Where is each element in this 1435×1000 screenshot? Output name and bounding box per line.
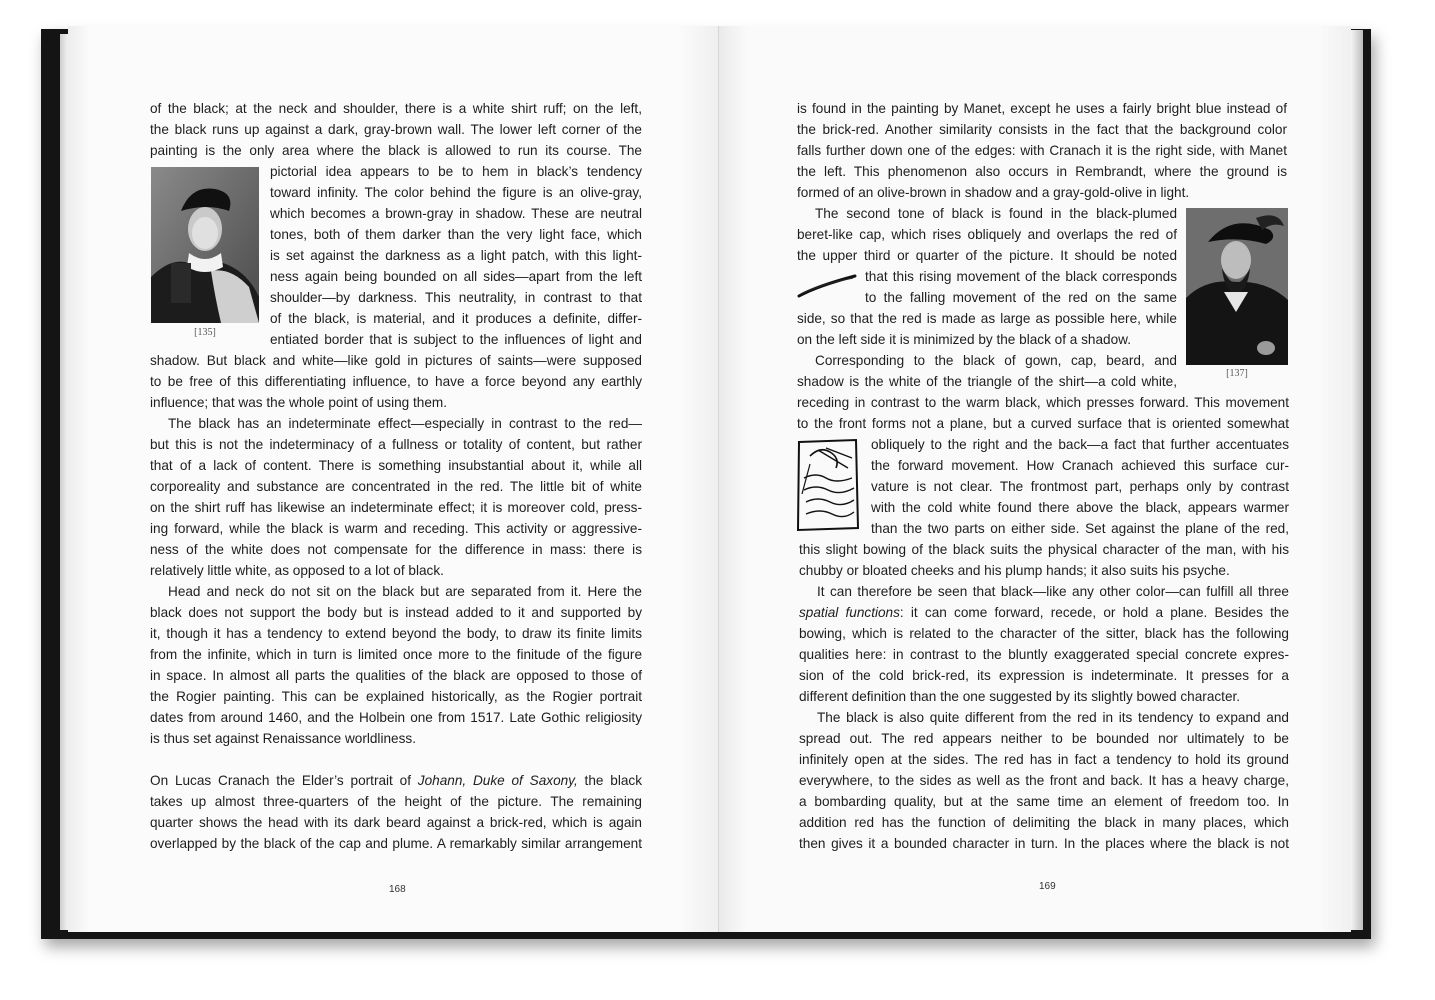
text-line: side, so that the red is made as large as possible here, while	[797, 311, 1177, 326]
text-line: than the two parts on either side. Set against the plane of the red,	[871, 521, 1289, 536]
right-page	[719, 26, 1351, 932]
text-line: overlapped by the black of the cap and plume. A remarkably similar arrangement	[150, 836, 642, 851]
text-line: the black runs up against a dark, gray-brown wall. The lower left corner of the	[150, 122, 642, 137]
text-line-spatial: spatial functions: it can come forward, recede, or hold a plane. Besides the	[799, 605, 1290, 620]
left-text-bottom	[150, 350, 642, 854]
right-text-fig	[797, 203, 1177, 266]
text-line: Corresponding to the black of gown, cap, beard, and	[815, 353, 1177, 368]
text-line: dates from around 1460, and the Holbein one from 1517. Late Gothic religiosity	[150, 710, 642, 725]
text-line: ing forward, while the black is warm and receding. This activity or aggressive-	[150, 521, 642, 536]
text-line: qualities here: in contrast to the bluntly exaggerated special concrete expres-	[799, 647, 1289, 662]
page-edge-left	[60, 34, 68, 930]
text-line: then gives it a bounded character in turn. In the places where the black is not	[799, 836, 1289, 851]
text-line: on the shirt ruff has likewise an indeterminate effect; it is moreover cold, press-	[150, 500, 642, 515]
right-text-box	[871, 434, 1289, 539]
text-line: from the infinite, which in turn is limited once more to the finitude of the figure	[150, 647, 642, 662]
text-line: the Rogier painting. This can be explained historically, as the Rogier portrait	[150, 689, 642, 704]
text-line: is found in the painting by Manet, except he uses a fairly bright blue instead of	[797, 101, 1287, 116]
text-line: shoulder—by darkness. This neutrality, in contrast to that	[270, 290, 642, 305]
text-line: The black has an indeterminate effect—especially in contrast to the red—	[168, 416, 642, 431]
text-line: vature is not clear. The frontmost part, perhaps only by contrast	[871, 479, 1289, 494]
right-text-bottom	[799, 539, 1289, 854]
text-line: addition red has the function of delimiting the black in many places, which	[799, 815, 1289, 830]
text-line: is thus set against Renaissance worldliness.	[150, 731, 416, 746]
text-line: to the front forms not a plane, but a curved surface that is oriented somewhat	[797, 416, 1289, 431]
text-line: formed of an olive-brown in shadow and a gray-gold-olive in light.	[797, 185, 1190, 200]
figure-137	[1186, 208, 1288, 388]
text-line: but this is not the indeterminacy of a fullness or totality of content, but rather	[150, 437, 642, 452]
text-line: sion of the cold brick-red, its expression is indeterminate. It presses for a	[799, 668, 1289, 683]
text-line: the left. This phenomenon also occurs in Rembrandt, where the ground is	[797, 164, 1287, 179]
painting-title: Johann, Duke of Saxony,	[417, 773, 578, 788]
text-line: that of a lack of content. There is something insubstantial about it, while all	[150, 458, 642, 473]
right-text-top	[797, 98, 1287, 203]
portrait-thumbnail-cranach	[1186, 208, 1288, 365]
right-text-stroke	[865, 266, 1177, 308]
right-text-fig2	[797, 308, 1177, 392]
left-text-top	[150, 98, 642, 161]
text-line: shadow. But black and white—like gold in pictures of saints—were supposed	[150, 353, 642, 368]
right-text-mid	[797, 392, 1289, 434]
text-line: obliquely to the right and the back—a fact that further accentuates	[871, 437, 1289, 452]
text-line: ness of the white does not compensate for the difference in mass: there is	[150, 542, 642, 557]
text-line: ness again being bounded on all sides—apart from the left	[270, 269, 642, 284]
text-line: this slight bowing of the black suits the physical character of the man, with his	[799, 542, 1289, 557]
text-line: chubby or bloated cheeks and his plump hands; it also suits his psyche.	[799, 563, 1230, 578]
text-line: quarter shows the head with its dark beard against a brick-red, which is again	[150, 815, 642, 830]
page-number-right: 169	[1039, 881, 1056, 892]
brushstroke-sketch-icon	[797, 272, 859, 300]
text-line: bowing, which is related to the character of the sitter, black has the following	[799, 626, 1289, 641]
text-line: different definition than the one suggested by its slightly bowed character.	[799, 689, 1241, 704]
text-line: the forward movement. How Cranach achieved this surface cur-	[871, 458, 1289, 473]
text-line: that this rising movement of the black corresponds	[865, 269, 1177, 284]
figure-caption: [137]	[1226, 368, 1248, 379]
text-line-cranach-intro: On Lucas Cranach the Elder’s portrait of Johann, Duke of Saxony, the black	[150, 773, 642, 788]
text-line: the upper third or quarter of the picture. It should be noted	[797, 248, 1177, 263]
italic-term: spatial functions	[799, 605, 900, 620]
text-line: influence; that was the whole point of using them.	[150, 395, 447, 410]
text-line: to the falling movement of the red on the same	[865, 290, 1177, 305]
text-line: corporeality and substance are concentrated in the red. The little bit of white	[150, 479, 642, 494]
text-line: is set against the darkness as a light patch, with this light-	[270, 248, 642, 263]
left-text-wrap	[270, 161, 642, 350]
text-line: shadow is the white of the triangle of the shirt—a cold white,	[797, 374, 1177, 389]
text-line: The black is also quite different from the red in its tendency to expand and	[817, 710, 1289, 725]
text-line: tones, both of them darker than the very light face, which	[270, 227, 642, 242]
text-line: with the cold white found there above the black, appears warmer	[871, 500, 1289, 515]
text-line: painting is the only area where the black is allowed to run its course. The	[150, 143, 642, 158]
text-line: entiated border that is subject to the influences of light and	[270, 332, 642, 347]
text-line: spread out. The red appears neither to be bounded nor ultimately to be	[799, 731, 1289, 746]
portrait-thumbnail-holbein	[151, 167, 259, 323]
text-line: of the black, is material, and it produces a definite, differ-	[270, 311, 642, 326]
text-line: Head and neck do not sit on the black but are separated from it. Here the	[168, 584, 642, 599]
text-line: The second tone of black is found in the black-plumed	[815, 206, 1177, 221]
text-line: falls further down one of the edges: with Cranach it is the right side, with Manet	[797, 143, 1287, 158]
text-line: everywhere, to the sides as well as the front and back. It has a heavy charge,	[799, 773, 1289, 788]
text-line: on the left side it is minimized by the black of a shadow.	[797, 332, 1131, 347]
text-line: black does not support the body but is instead added to it and supported by	[150, 605, 642, 620]
page-number-left: 168	[389, 884, 406, 895]
text-line: of the black; at the neck and shoulder, there is a white shirt ruff; on the left,	[150, 101, 642, 116]
text-line: toward infinity. The color behind the figure is an olive-gray,	[270, 185, 642, 200]
left-page	[68, 26, 719, 932]
text-line: relatively little white, as opposed to a lot of black.	[150, 563, 444, 578]
text-line: takes up almost three-quarters of the height of the picture. The remaining	[150, 794, 642, 809]
text-line: which becomes a brown-gray in shadow. These are neutral	[270, 206, 642, 221]
text-line: It can therefore be seen that black—like any other color—can fulfill all three	[817, 584, 1289, 599]
text-line: to be free of this differentiating influence, to have a force beyond any earthly	[150, 374, 642, 389]
figure-135	[151, 167, 259, 347]
text-line: infinitely open at the sides. The red has in fact a tendency to hold its ground	[799, 752, 1289, 767]
text-line: in space. In almost all parts the qualities of the black are opposed to those of	[150, 668, 642, 683]
text-line: receding in contrast to the warm black, which presses forward. This movement	[797, 395, 1289, 410]
page-edge-right	[1351, 30, 1363, 930]
text-line: the brick-red. Another similarity consists in the fact that the background color	[797, 122, 1287, 137]
text-line: beret-like cap, which rises obliquely and overlaps the red of	[797, 227, 1177, 242]
figure-caption: [135]	[194, 327, 216, 338]
text-line: pictorial idea appears to be to hem in black’s tendency	[270, 164, 642, 179]
text-line: it, though it has a tendency to extend beyond the body, to draw its finite limits	[150, 626, 642, 641]
drawing-sketch-icon	[796, 438, 860, 532]
text-line: a bombarding quality, but at the same time an element of freedom too. In	[799, 794, 1289, 809]
